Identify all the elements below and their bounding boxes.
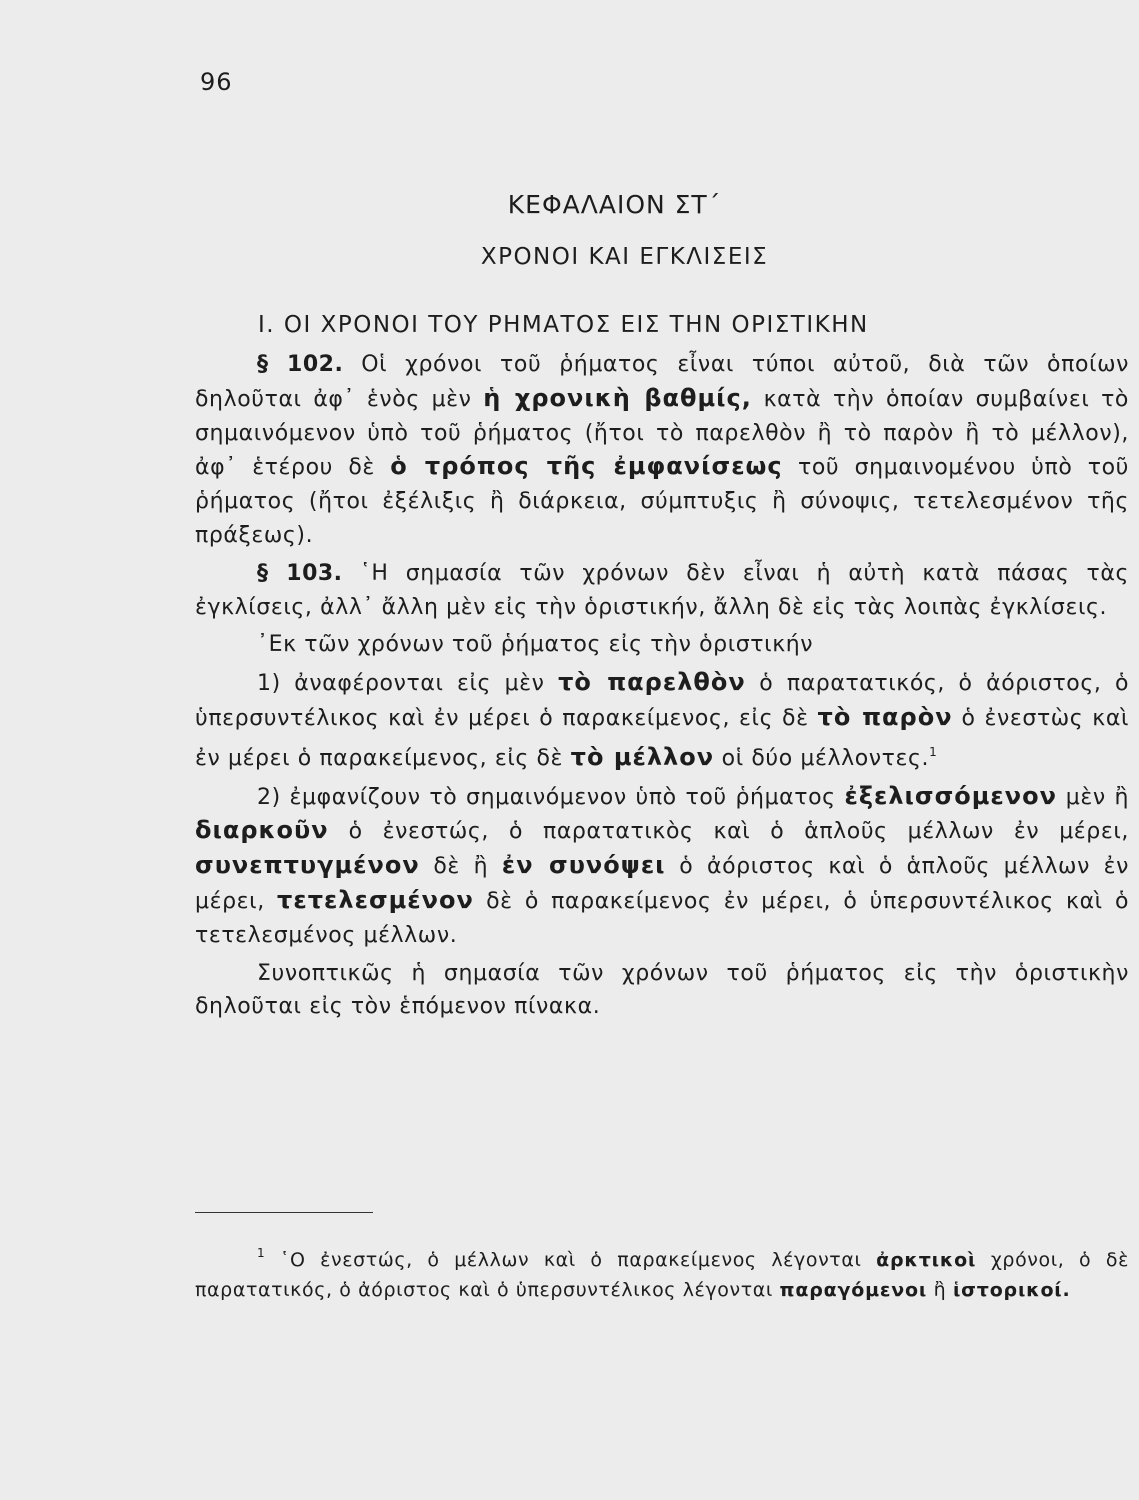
footnote-mark: 1 — [257, 1246, 266, 1260]
emphasis: ὁ τρόπος τῆς ἐμφανίσεως — [390, 452, 783, 481]
text-run: ῾Η σημασία τῶν χρόνων δὲν εἶναι ἡ αὐτὴ κατὰ πάσας τὰς ἐγκλίσεις, ἀλλ᾿ ἄλλη μὲν εἰς τὴν ὁριστικήν, ἄλλη δὲ εἰς τὰς λοιπὰς ἐγκλίσεις. — [195, 560, 1129, 620]
list-item-1 — [195, 666, 1129, 775]
text-run: ὁ παρατατικός, ὁ ἀόριστος, ὁ ὑπερσυντέλικος καὶ ἐν μέρει ὁ παρακείμενος, εἰς δὲ — [195, 671, 1130, 731]
text-run: ὁ ἀόριστος καὶ ὁ ἁπλοῦς μέλλων ἐν μέρει, — [195, 854, 1130, 914]
paragraph-102 — [195, 348, 1129, 553]
emphasis: παραγόμενοι — [779, 1279, 928, 1301]
footnote-text — [195, 1238, 1129, 1305]
emphasis: ἀρκτικοὶ — [876, 1249, 977, 1271]
emphasis: τετελεσμένον — [277, 885, 474, 914]
text-run: ὁ ἐνεστώς, ὁ παρατατικὸς καὶ ὁ ἁπλοῦς μέλλων ἐν μέρει, — [348, 819, 1129, 845]
emphasis: συνεπτυγμένον — [195, 851, 420, 880]
section-number: § 103. — [257, 560, 343, 586]
chapter-title: ΚΕΦΑΛΑΙΟΝ ΣΤ΄ — [507, 190, 722, 219]
text-run: ὁ ἐνεστὼς καὶ ἐν μέρει ὁ παρακείμενος, εἰς δὲ — [195, 705, 1129, 771]
emphasis: ἐξελισσόμενον — [844, 781, 1057, 810]
page-number: 96 — [200, 68, 233, 96]
text-run: κατὰ τὴν ὁποίαν συμβαίνει τὸ σημαινόμενον ὑπὸ τοῦ ῥήματος (ἤτοι τὸ παρελθὸν ἢ τὸ παρὸν ἢ τὸ μέλλον), ἀφ᾿ ἑτέρου δὲ — [195, 386, 1129, 481]
text-run: ῾Ο ἐνεστώς, ὁ μέλλων καὶ ὁ παρακείμενος λέγονται — [279, 1249, 862, 1271]
section-number: § 102. — [257, 352, 344, 377]
emphasis: ἐν συνόψει — [501, 851, 666, 880]
text-run: 1) ἀναφέρονται εἰς μὲν — [257, 671, 545, 697]
section-heading: I. ΟΙ ΧΡΟΝΟΙ ΤΟΥ ΡΗΜΑΤΟΣ ΕΙΣ ΤΗΝ ΟΡΙΣΤΙΚΗΝ — [258, 312, 869, 338]
chapter-subtitle: ΧΡΟΝΟΙ ΚΑΙ ΕΓΚΛΙΣΕΙΣ — [480, 244, 769, 270]
text-run: οἱ δύο μέλλοντες. — [721, 745, 930, 771]
paragraph-103 — [195, 557, 1129, 625]
emphasis: ἱστορικοί. — [952, 1279, 1071, 1301]
text-run: 2) ἐμφανίζουν τὸ σημαινόμενον ὑπὸ τοῦ ῥήματος — [257, 784, 836, 810]
emphasis: τὸ παρελθὸν — [558, 668, 746, 697]
text-run: τοῦ σημαινομένου ὑπὸ τοῦ ῥήματος (ἤτοι ἐξέλιξις ἢ διάρκεια, σύμπτυξις ἢ σύνοψις, τετελεσμένον τῆς πράξεως). — [195, 455, 1130, 548]
footnote-reference[interactable]: 1 — [929, 744, 938, 759]
emphasis: τὸ παρὸν — [817, 702, 953, 731]
emphasis: ἡ χρονικὴ βαθμίς, — [483, 383, 752, 412]
body-text — [195, 348, 1129, 1028]
emphasis: τὸ μέλλον — [570, 742, 715, 771]
footnote — [195, 1238, 1129, 1305]
text-run: δὲ ἢ — [433, 854, 489, 880]
text-run: ἢ — [933, 1279, 947, 1301]
paragraph-intro: ᾿Εκ τῶν χρόνων τοῦ ῥήματος εἰς τὴν ὁριστικήν — [257, 632, 814, 658]
text-run: Οἱ χρόνοι τοῦ ῥήματος εἶναι τύποι αὐτοῦ, διὰ τῶν ὁποίων δηλοῦται ἀφ᾿ ἑνὸς μὲν — [195, 352, 1129, 412]
footnote-divider — [195, 1212, 373, 1213]
list-item-2 — [195, 780, 1129, 953]
text-run: μὲν ἢ — [1065, 784, 1130, 810]
emphasis: διαρκοῦν — [195, 816, 329, 845]
text-run: χρόνοι, ὁ δὲ παρατατικός, ὁ ἀόριστος καὶ ὁ ὑπερσυντέλικος λέγονται — [195, 1249, 1130, 1301]
paragraph-summary: Συνοπτικῶς ἡ σημασία τῶν χρόνων τοῦ ῥήματος εἰς τὴν ὁριστικὴν δηλοῦται εἰς τὸν ἑπόμενον πίνακα. — [195, 960, 1129, 1020]
text-run: δὲ ὁ παρακείμενος ἐν μέρει, ὁ ὑπερσυντέλικος καὶ ὁ τετελεσμένος μέλλων. — [195, 888, 1130, 948]
